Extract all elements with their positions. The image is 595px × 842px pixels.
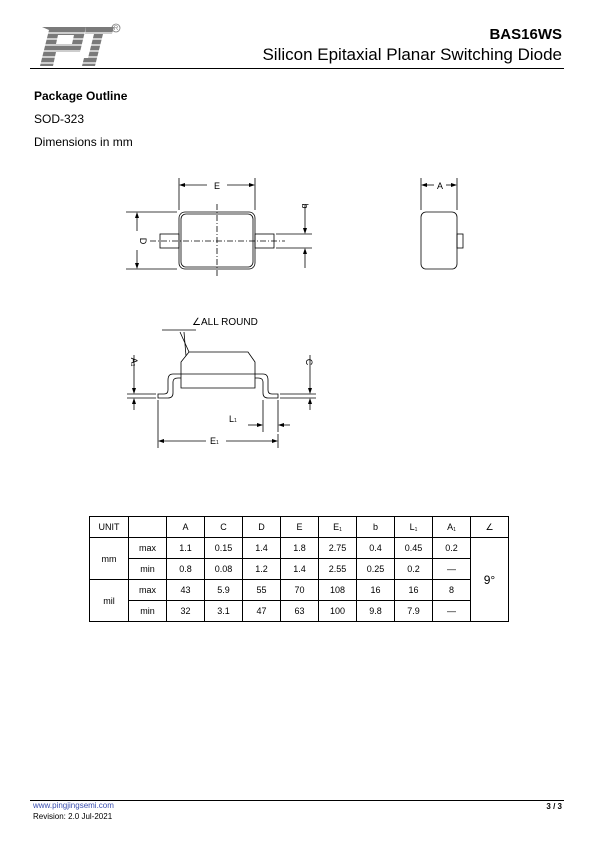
table-cell: 7.9 — [395, 601, 433, 622]
table-cell: — — [433, 559, 471, 580]
table-cell: 0.2 — [395, 559, 433, 580]
section-title: Package Outline — [34, 89, 128, 103]
header-type — [129, 517, 167, 538]
table-cell: 43 — [167, 580, 205, 601]
dim-label-C: C — [304, 358, 314, 366]
table-header-row — [90, 517, 509, 538]
table-cell: 2.55 — [319, 559, 357, 580]
table-cell: 0.15 — [205, 538, 243, 559]
company-logo — [36, 22, 122, 68]
header-L1: $L_1$ — [395, 517, 433, 538]
table-cell: 1.4 — [281, 559, 319, 580]
unit-mil: mil — [90, 580, 129, 622]
table-cell: 0.45 — [395, 538, 433, 559]
package-outline-drawing — [0, 170, 595, 470]
table-cell: 0.08 — [205, 559, 243, 580]
svg-text:R: R — [113, 26, 119, 33]
dim-label-E1: E1 — [210, 436, 219, 446]
header-A: A — [167, 517, 205, 538]
header-divider — [30, 68, 564, 69]
header-D: D — [243, 517, 281, 538]
table-cell: 63 — [281, 601, 319, 622]
dim-label-A1: A1 — [129, 357, 139, 367]
unit-mm: mm — [90, 538, 129, 580]
table-cell: 0.4 — [357, 538, 395, 559]
dim-label-D: D — [138, 237, 148, 245]
dim-label-E: E — [213, 181, 221, 191]
table-row — [90, 538, 509, 559]
table-cell: 16 — [357, 580, 395, 601]
row-type: max — [129, 580, 167, 601]
header-E: E — [281, 517, 319, 538]
angle-value: 9° — [471, 538, 509, 622]
header-A1: $A_1$ — [433, 517, 471, 538]
document-subtitle: Silicon Epitaxial Planar Switching Diode — [262, 45, 562, 64]
table-cell: 70 — [281, 580, 319, 601]
row-type: max — [129, 538, 167, 559]
table-cell: 0.2 — [433, 538, 471, 559]
table-cell: 1.1 — [167, 538, 205, 559]
table-cell: — — [433, 601, 471, 622]
side-view-body — [421, 212, 457, 269]
table-cell: 1.2 — [243, 559, 281, 580]
table-row — [90, 559, 509, 580]
table-cell: 1.4 — [243, 538, 281, 559]
header-b: b — [357, 517, 395, 538]
table-cell: 55 — [243, 580, 281, 601]
table-cell: 1.8 — [281, 538, 319, 559]
dimensions-note: Dimensions in mm — [34, 135, 133, 149]
website-link[interactable]: www.pingjingsemi.com — [33, 801, 114, 810]
table-cell: 8 — [433, 580, 471, 601]
table-cell: 0.8 — [167, 559, 205, 580]
header-E1: $E_1$ — [319, 517, 357, 538]
revision-info: Revision: 2.0 Jul-2021 — [33, 812, 113, 821]
dim-label-A: A — [436, 181, 444, 191]
dim-label-L1: L1 — [229, 414, 237, 424]
table-cell: 32 — [167, 601, 205, 622]
dim-label-b: b — [300, 203, 310, 209]
all-round-note: ∠ALL ROUND — [192, 317, 258, 328]
row-type: min — [129, 601, 167, 622]
table-cell: 2.75 — [319, 538, 357, 559]
dimension-table — [89, 516, 509, 622]
table-cell: 108 — [319, 580, 357, 601]
part-number: BAS16WS — [489, 26, 562, 43]
header-unit: UNIT — [90, 517, 129, 538]
front-view-body — [181, 352, 255, 388]
table-cell: 47 — [243, 601, 281, 622]
table-row — [90, 580, 509, 601]
table-cell: 9.8 — [357, 601, 395, 622]
table-cell: 3.1 — [205, 601, 243, 622]
header-angle: ∠ — [471, 517, 509, 538]
table-cell: 0.25 — [357, 559, 395, 580]
page-number: 3 / 3 — [546, 802, 562, 811]
package-name: SOD-323 — [34, 112, 85, 126]
table-cell: 100 — [319, 601, 357, 622]
table-row — [90, 601, 509, 622]
row-type: min — [129, 559, 167, 580]
table-cell: 16 — [395, 580, 433, 601]
header-C: C — [205, 517, 243, 538]
table-cell: 5.9 — [205, 580, 243, 601]
registered-mark-icon — [112, 24, 120, 32]
